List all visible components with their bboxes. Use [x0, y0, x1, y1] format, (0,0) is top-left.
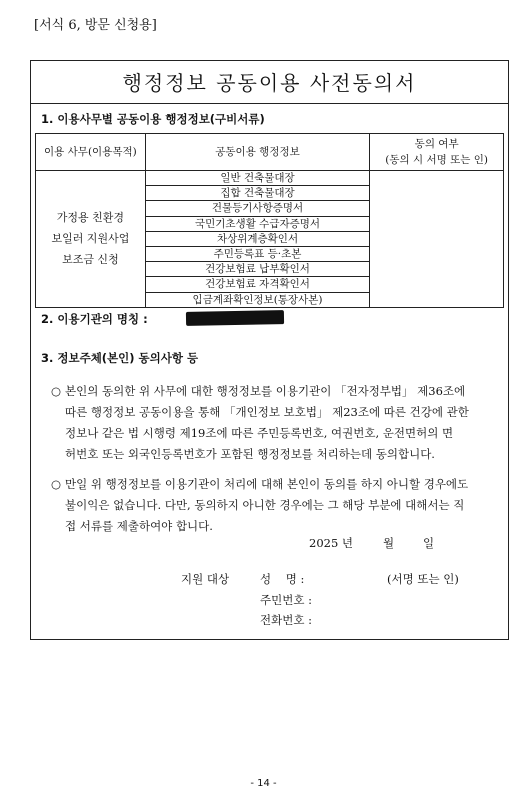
purpose-line: 보조금 신청 [62, 253, 119, 267]
paragraph-line: 허번호 또는 외국인등록번호가 포함된 행정정보를 처리하는데 동의합니다. [65, 447, 435, 461]
section2-heading: 2. 이용기관의 명칭 : [41, 312, 148, 326]
header-consent-line1: 동의 여부 [414, 138, 459, 150]
purpose-line: 보일러 지원사업 [51, 232, 130, 246]
consent-form-frame [30, 60, 509, 640]
info-item: 건물등기사항증명서 [145, 201, 370, 216]
table-row [36, 171, 504, 186]
info-item: 집합 건축물대장 [145, 186, 370, 201]
form-label: [서식 6, 방문 신청용] [34, 18, 157, 33]
info-item: 차상위계층확인서 [145, 231, 370, 246]
section1-heading: 1. 이용사무별 공동이용 행정정보(구비서류) [41, 112, 265, 126]
paragraph-line: 정보나 같은 법 시행령 제19조에 따른 주민등록번호, 여권번호, 운전면허의 면 [65, 426, 454, 440]
paragraph-line: 따른 행정정보 공동이용을 통해 「개인정보 보호법」 제23조에 따른 건강에 관한 [65, 405, 469, 419]
header-consent-line2: (동의 시 서명 또는 인) [385, 154, 488, 166]
consent-signature-cell[interactable] [370, 171, 504, 308]
header-purpose: 이용 사무(이용목적) [36, 134, 146, 171]
signature-rrn-label: 주민번호 : [260, 593, 312, 607]
info-item: 건강보험료 자격확인서 [145, 277, 370, 292]
header-info: 공동이용 행정정보 [145, 134, 370, 171]
info-item: 건강보험료 납부확인서 [145, 262, 370, 277]
paragraph-line: 본인의 동의한 위 사무에 대한 행정정보를 이용기관이 「전자정부법」 제36조에 [65, 384, 466, 398]
signature-sign-hint[interactable]: (서명 또는 인) [387, 572, 459, 586]
section3-heading: 3. 정보주체(본인) 동의사항 등 [41, 351, 199, 365]
info-table [35, 133, 504, 308]
date-year[interactable]: 2025 년 [309, 536, 354, 550]
signature-name-label: 성 명 : [260, 572, 305, 586]
bullet-circle: ○ [51, 384, 62, 398]
purpose-line: 가정용 친환경 [56, 211, 125, 225]
title-divider [31, 103, 508, 104]
paragraph-line: 불이익은 없습니다. 다만, 동의하지 아니한 경우에는 그 해당 부분에 대해서는 직 [65, 498, 465, 512]
bullet-circle: ○ [51, 477, 62, 491]
info-item: 일반 건축물대장 [145, 171, 370, 186]
signature-target-label: 지원 대상 [181, 572, 230, 586]
paragraph-line: 접 서류를 제출하여야 합니다. [65, 519, 213, 533]
date-month[interactable]: 월 [383, 536, 395, 550]
table-header-row [36, 134, 504, 171]
info-item: 주민등록표 등·초본 [145, 246, 370, 261]
consent-paragraph-1 [51, 381, 503, 465]
consent-paragraph-2 [51, 474, 503, 537]
header-consent [370, 134, 504, 171]
page-number: - 14 - [250, 778, 277, 789]
redacted-agency-name [186, 310, 284, 326]
paragraph-line: 만일 위 행정정보를 이용기관이 처리에 대해 본인이 동의를 하지 아니할 경우에도 [65, 477, 469, 491]
signature-phone-label: 전화번호 : [260, 613, 312, 627]
purpose-cell [36, 171, 146, 308]
document-title: 행정정보 공동이용 사전동의서 [122, 71, 417, 95]
info-item: 국민기초생활 수급자증명서 [145, 216, 370, 231]
info-item: 입금계좌확인정보(통장사본) [145, 292, 370, 307]
date-day[interactable]: 일 [423, 536, 435, 550]
